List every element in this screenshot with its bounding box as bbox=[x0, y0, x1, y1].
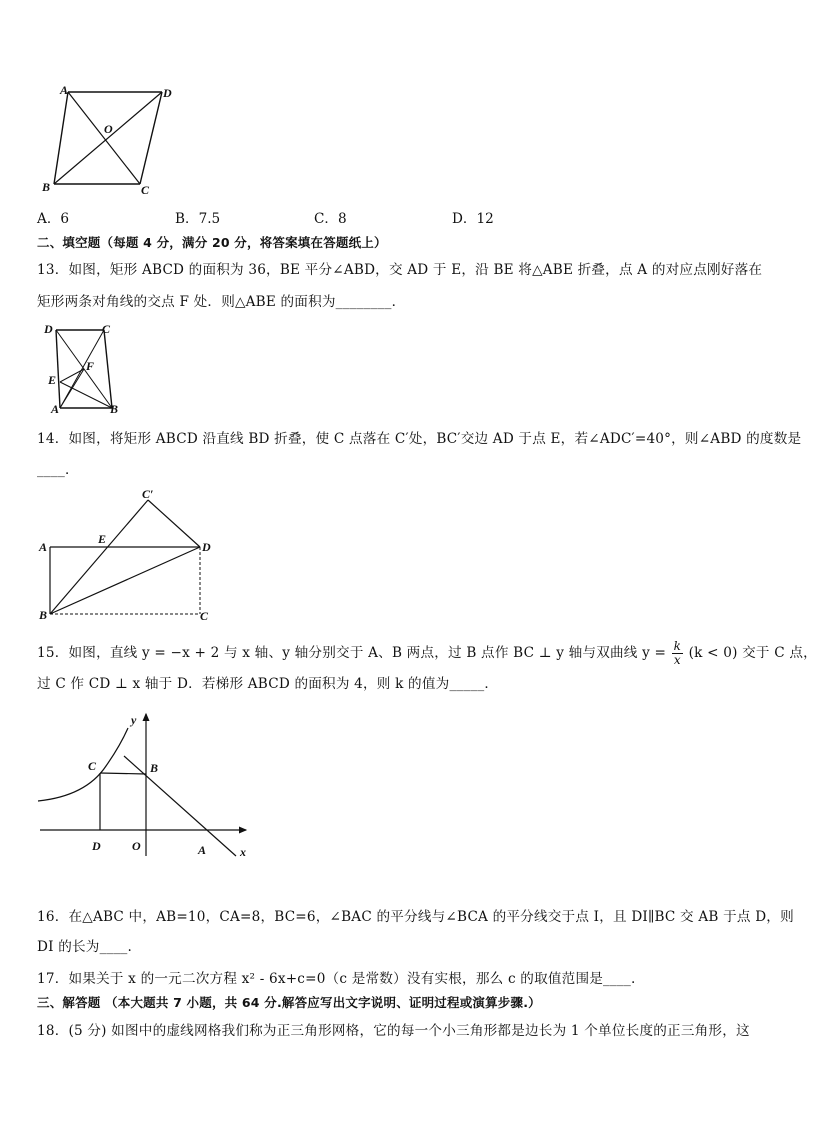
label-A: A bbox=[60, 83, 69, 97]
q16-line2: DI 的长为____. bbox=[37, 939, 133, 955]
q15-line2: 过 C 作 CD ⊥ x 轴于 D．若梯形 ABCD 的面积为 4，则 k 的值为_____． bbox=[37, 676, 499, 692]
q15-line1-a: 15．如图，直线 y = −x + 2 与 x 轴、y 轴分别交于 A、B 两点，过 B 点作 BC ⊥ y 轴与双曲线 y = bbox=[37, 645, 667, 661]
label-Cprime: C′ bbox=[142, 487, 154, 501]
label-D: D bbox=[44, 322, 53, 336]
label-O: O bbox=[132, 839, 141, 853]
label-y: y bbox=[131, 713, 137, 727]
section-3-title: 三、解答题 （本大题共 7 小题，共 64 分.解答应写出文字说明、证明过程或演算步骤.） bbox=[37, 995, 541, 1010]
q15-line1 bbox=[37, 640, 817, 667]
label-C: C bbox=[141, 183, 150, 197]
rectangle-fold-figure bbox=[40, 320, 130, 418]
label-E: E bbox=[98, 532, 107, 546]
q13-line1: 13．如图，矩形 ABCD 的面积为 36，BE 平分∠ABD，交 AD 于 E，沿 BE 将△ABE 折叠，点 A 的对应点刚好落在 bbox=[37, 262, 763, 278]
folded-rectangle-figure bbox=[36, 484, 226, 624]
fraction-numerator: k bbox=[673, 639, 682, 653]
label-B: B bbox=[110, 402, 119, 416]
q14-line1: 14．如图，将矩形 ABCD 沿直线 BD 折叠，使 C 点落在 C′处，BC′交边 AD 于点 E，若∠ADC′=40°，则∠ABD 的度数是 bbox=[37, 431, 802, 447]
label-A: A bbox=[39, 540, 48, 554]
option-b: B．7.5 bbox=[175, 211, 221, 227]
section-2-title: 二、填空题（每题 4 分，满分 20 分，将答案填在答题纸上） bbox=[37, 235, 387, 250]
label-C: C bbox=[88, 759, 97, 773]
label-O: O bbox=[104, 122, 113, 136]
label-C: C bbox=[200, 609, 209, 623]
label-B: B bbox=[42, 180, 51, 194]
option-a: A．6 bbox=[37, 211, 70, 227]
k-over-x-fraction bbox=[672, 640, 683, 667]
label-D: D bbox=[202, 540, 211, 554]
option-d: D．12 bbox=[452, 211, 494, 227]
q18-line1: 18．(5 分) 如图中的虚线网格我们称为正三角形网格，它的每一个小三角形都是边长为 1 个单位长度的正三角形，这 bbox=[37, 1023, 750, 1039]
parallelogram-figure bbox=[36, 82, 176, 197]
label-B: B bbox=[150, 761, 159, 775]
label-C: C bbox=[102, 322, 111, 336]
label-F: F bbox=[86, 359, 95, 373]
label-A: A bbox=[198, 843, 207, 857]
q17-line1: 17．如果关于 x 的一元二次方程 x² - 6x+c=0（c 是常数）没有实根，那么 c 的取值范围是____. bbox=[37, 971, 636, 987]
label-D: D bbox=[163, 86, 172, 100]
q13-line2: 矩形两条对角线的交点 F 处．则△ABE 的面积为________． bbox=[37, 294, 406, 310]
q16-line1: 16．在△ABC 中，AB=10，CA=8，BC=6，∠BAC 的平分线与∠BCA 的平分线交于点 I，且 DI∥BC 交 AB 于点 D，则 bbox=[37, 909, 794, 925]
q15-line1-b: (k < 0) 交于 C 点， bbox=[688, 645, 817, 661]
option-c: C．8 bbox=[314, 211, 347, 227]
label-A: A bbox=[51, 402, 60, 416]
label-x: x bbox=[240, 845, 246, 859]
fraction-denominator: x bbox=[673, 653, 681, 667]
label-D: D bbox=[92, 839, 101, 853]
label-B: B bbox=[39, 608, 48, 622]
q14-line2: ____． bbox=[37, 462, 79, 478]
label-E: E bbox=[48, 373, 57, 387]
coordinate-graph-figure bbox=[36, 706, 256, 866]
